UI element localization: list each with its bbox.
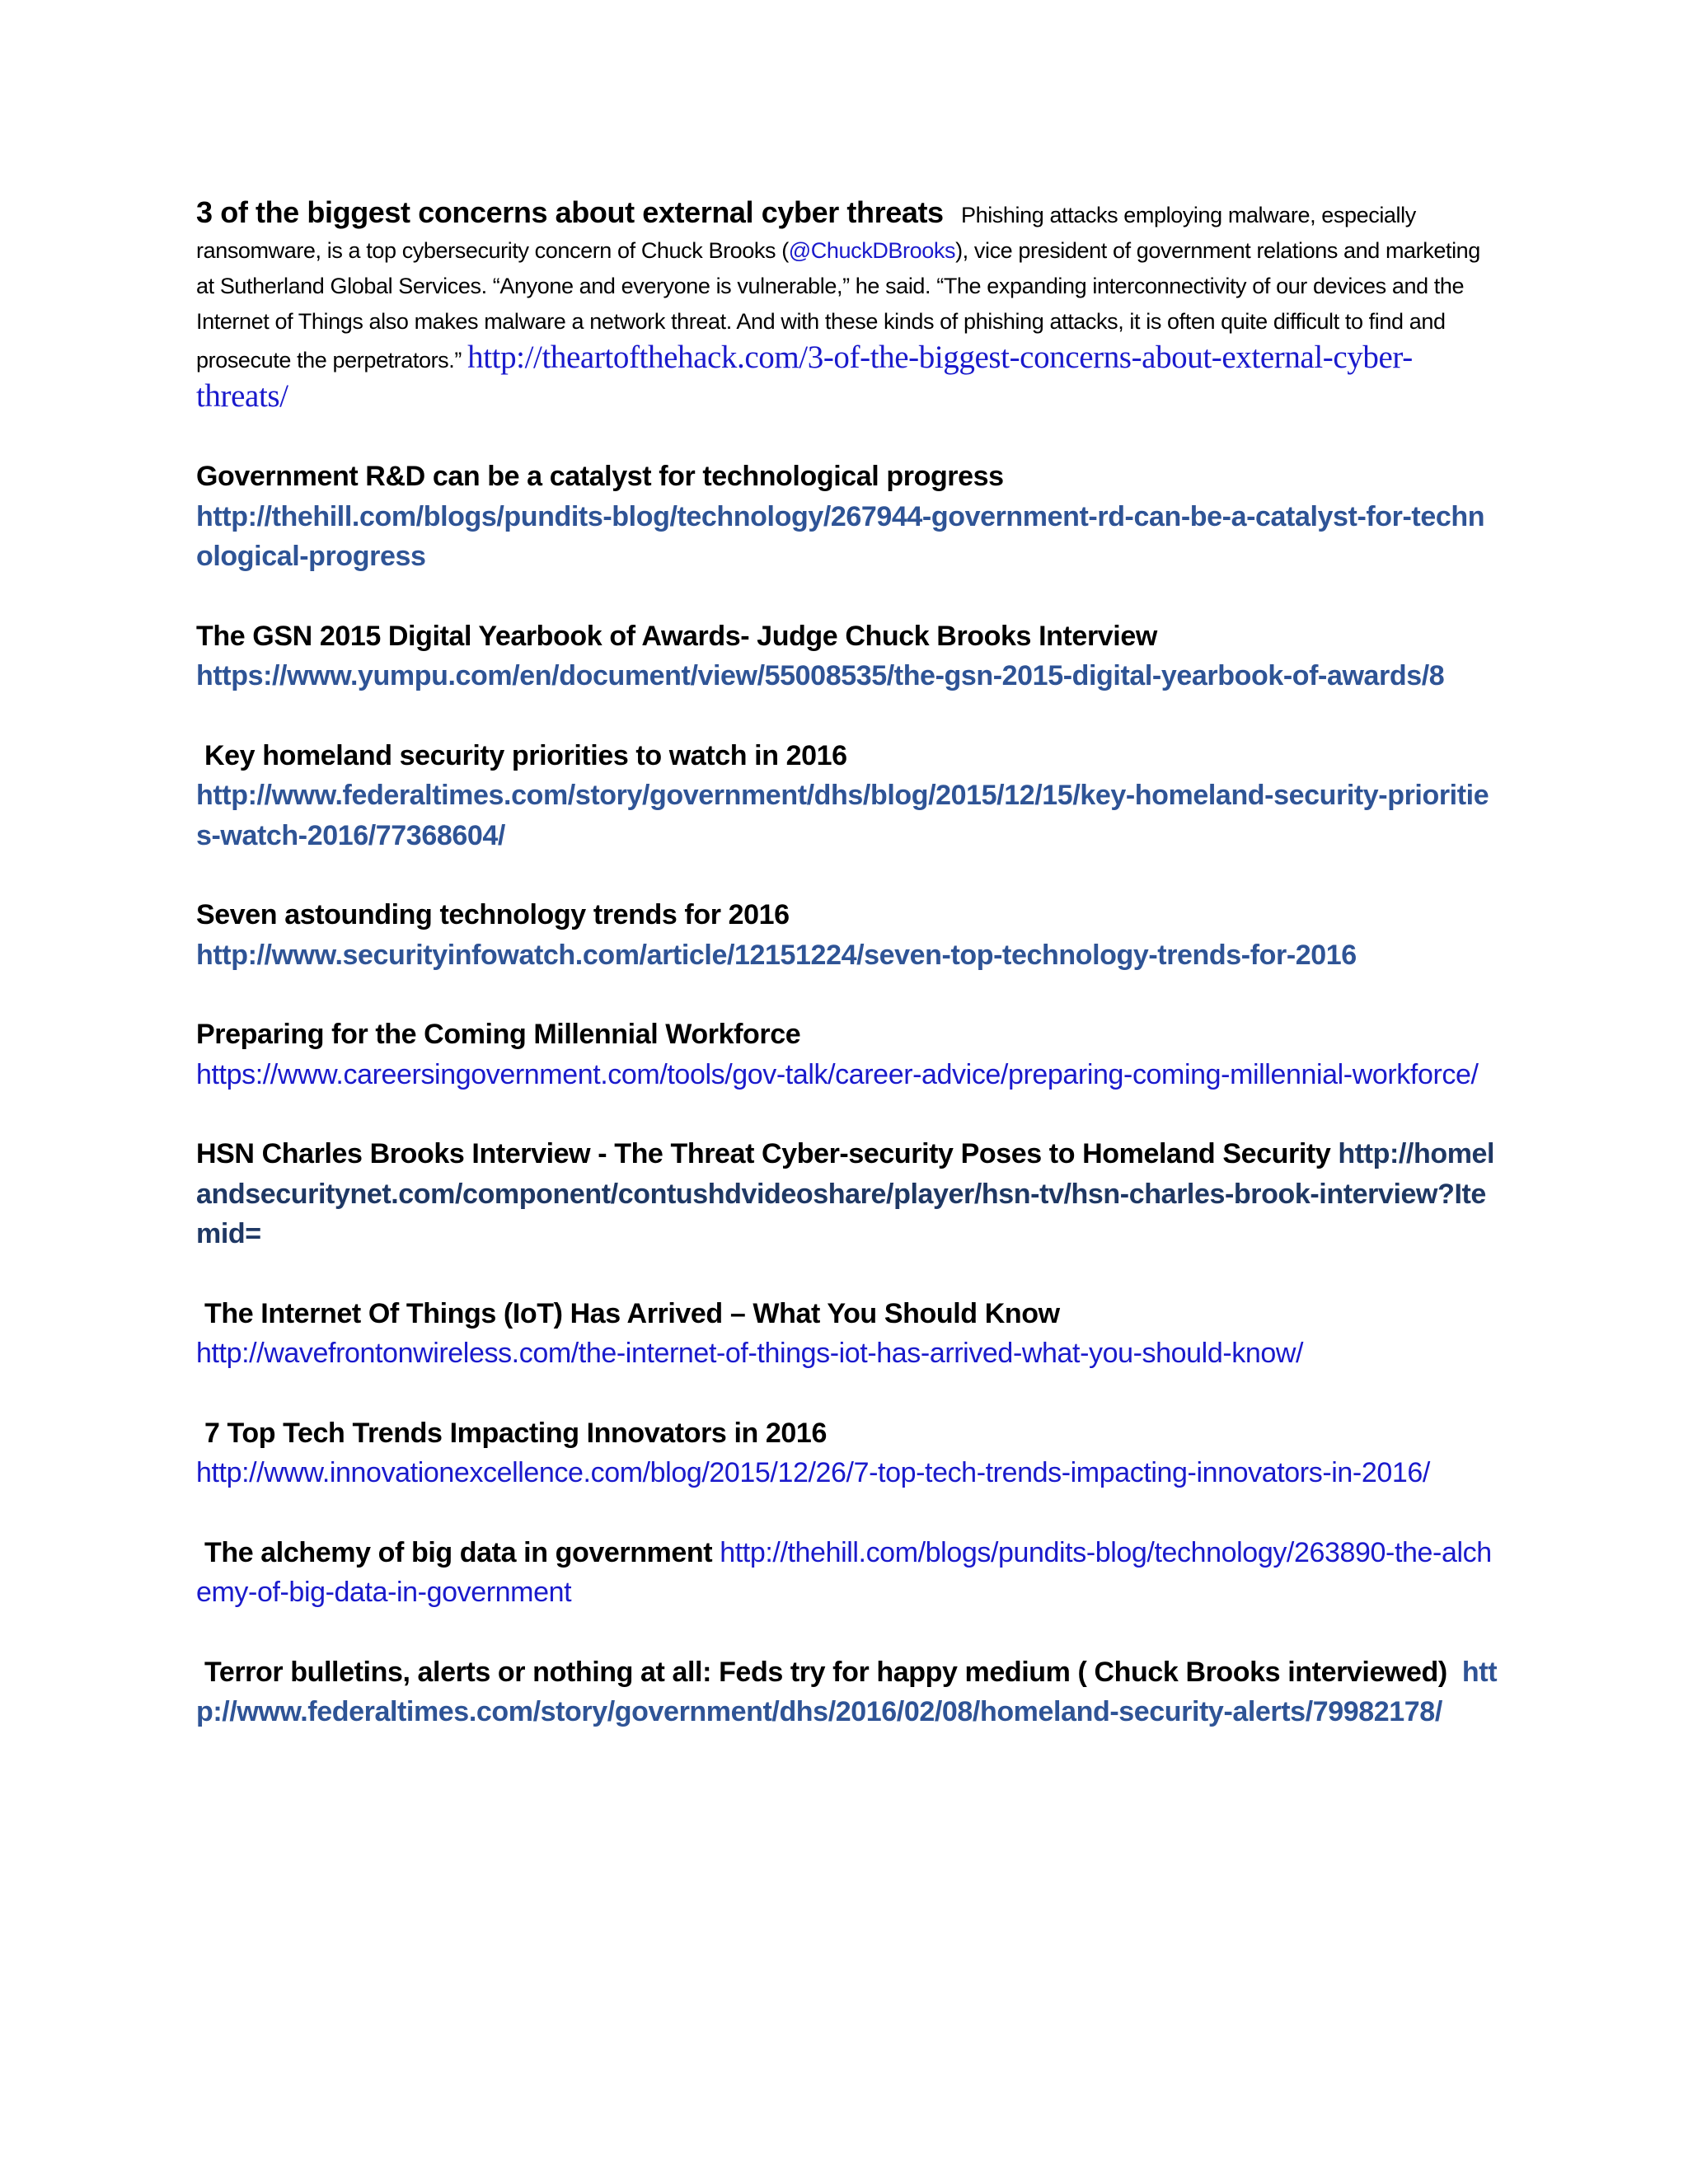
article-link[interactable]: http://homelandsecuritynet.com/component/contushdvideoshare/player/hsn-tv/hsn-charles-brook-interview?Itemid=: [196, 1138, 1495, 1249]
article-entry: [196, 736, 1498, 856]
article-entry: [196, 1413, 1498, 1493]
article-entry: [196, 194, 1498, 417]
article-entry: [196, 457, 1498, 577]
article-title: Key homeland security priorities to watch in 2016: [204, 739, 847, 771]
article-link[interactable]: https://www.careersingovernment.com/tools/gov-talk/career-advice/preparing-coming-millennial-workforce/: [196, 1058, 1479, 1090]
article-title: Preparing for the Coming Millennial Workforce: [196, 1019, 801, 1050]
article-entry: [196, 1533, 1498, 1613]
article-link[interactable]: http://www.securityinfowatch.com/article/12151224/seven-top-technology-trends-for-2016: [196, 939, 1357, 971]
twitter-handle-link[interactable]: @ChuckDBrooks: [788, 238, 956, 263]
article-summary-text: Phishing attacks employing malware, especially ransomware, is a top cybersecurity concern of Chuck Brooks (: [196, 203, 1416, 263]
article-title: HSN Charles Brooks Interview - The Threat Cyber-security Poses to Homeland Security: [196, 1138, 1331, 1169]
article-summary-text-continued: ), vice president of government relations and marketing at Sutherland Global Services. “Anyone and everyone is vulnerable,” he said. “The expanding interconnectivity of our devices and the Internet of Things also makes malware a network threat. And with these kinds of phishing attacks, it is often quite difficult to find and prosecute the perpetrators.”: [196, 238, 1480, 373]
document-page: [196, 194, 1498, 1772]
article-title: 7 Top Tech Trends Impacting Innovators in 2016: [204, 1417, 827, 1449]
article-entry: [196, 895, 1498, 975]
article-link[interactable]: http://www.innovationexcellence.com/blog/2015/12/26/7-top-tech-trends-impacting-innovators-in-2016/: [196, 1457, 1430, 1488]
article-link[interactable]: http://wavefrontonwireless.com/the-internet-of-things-iot-has-arrived-what-you-should-know/: [196, 1338, 1304, 1369]
article-title: Government R&D can be a catalyst for technological progress: [196, 461, 1004, 492]
article-link[interactable]: http://theartofthehack.com/3-of-the-biggest-concerns-about-external-cyber-threats/: [196, 340, 1413, 414]
article-link[interactable]: https://www.yumpu.com/en/document/view/55008535/the-gsn-2015-digital-yearbook-of-awards/8: [196, 660, 1445, 691]
article-entry: [196, 1294, 1498, 1374]
article-link[interactable]: http://www.federaltimes.com/story/government/dhs/blog/2015/12/15/key-homeland-security-priorities-watch-2016/77368604/: [196, 780, 1489, 851]
article-title: The Internet Of Things (IoT) Has Arrived – What You Should Know: [204, 1297, 1060, 1329]
article-entry: [196, 1652, 1498, 1732]
article-link[interactable]: http://thehill.com/blogs/pundits-blog/technology/267944-government-rd-can-be-a-catalyst-for-technological-progress: [196, 500, 1485, 572]
article-title: Seven astounding technology trends for 2016: [196, 899, 790, 930]
article-title: 3 of the biggest concerns about external cyber threats: [196, 195, 944, 229]
article-link[interactable]: http://thehill.com/blogs/pundits-blog/technology/263890-the-alchemy-of-big-data-in-government: [196, 1536, 1492, 1608]
article-title: The alchemy of big data in government: [204, 1536, 713, 1568]
article-title: The GSN 2015 Digital Yearbook of Awards- Judge Chuck Brooks Interview: [196, 620, 1157, 652]
article-title: Terror bulletins, alerts or nothing at all: Feds try for happy medium ( Chuck Brooks interviewed): [204, 1656, 1447, 1688]
article-entry: [196, 616, 1498, 696]
article-link[interactable]: http://www.federaltimes.com/story/government/dhs/2016/02/08/homeland-security-alerts/79982178/: [196, 1656, 1498, 1727]
article-entry: [196, 1015, 1498, 1094]
article-entry: [196, 1134, 1498, 1254]
